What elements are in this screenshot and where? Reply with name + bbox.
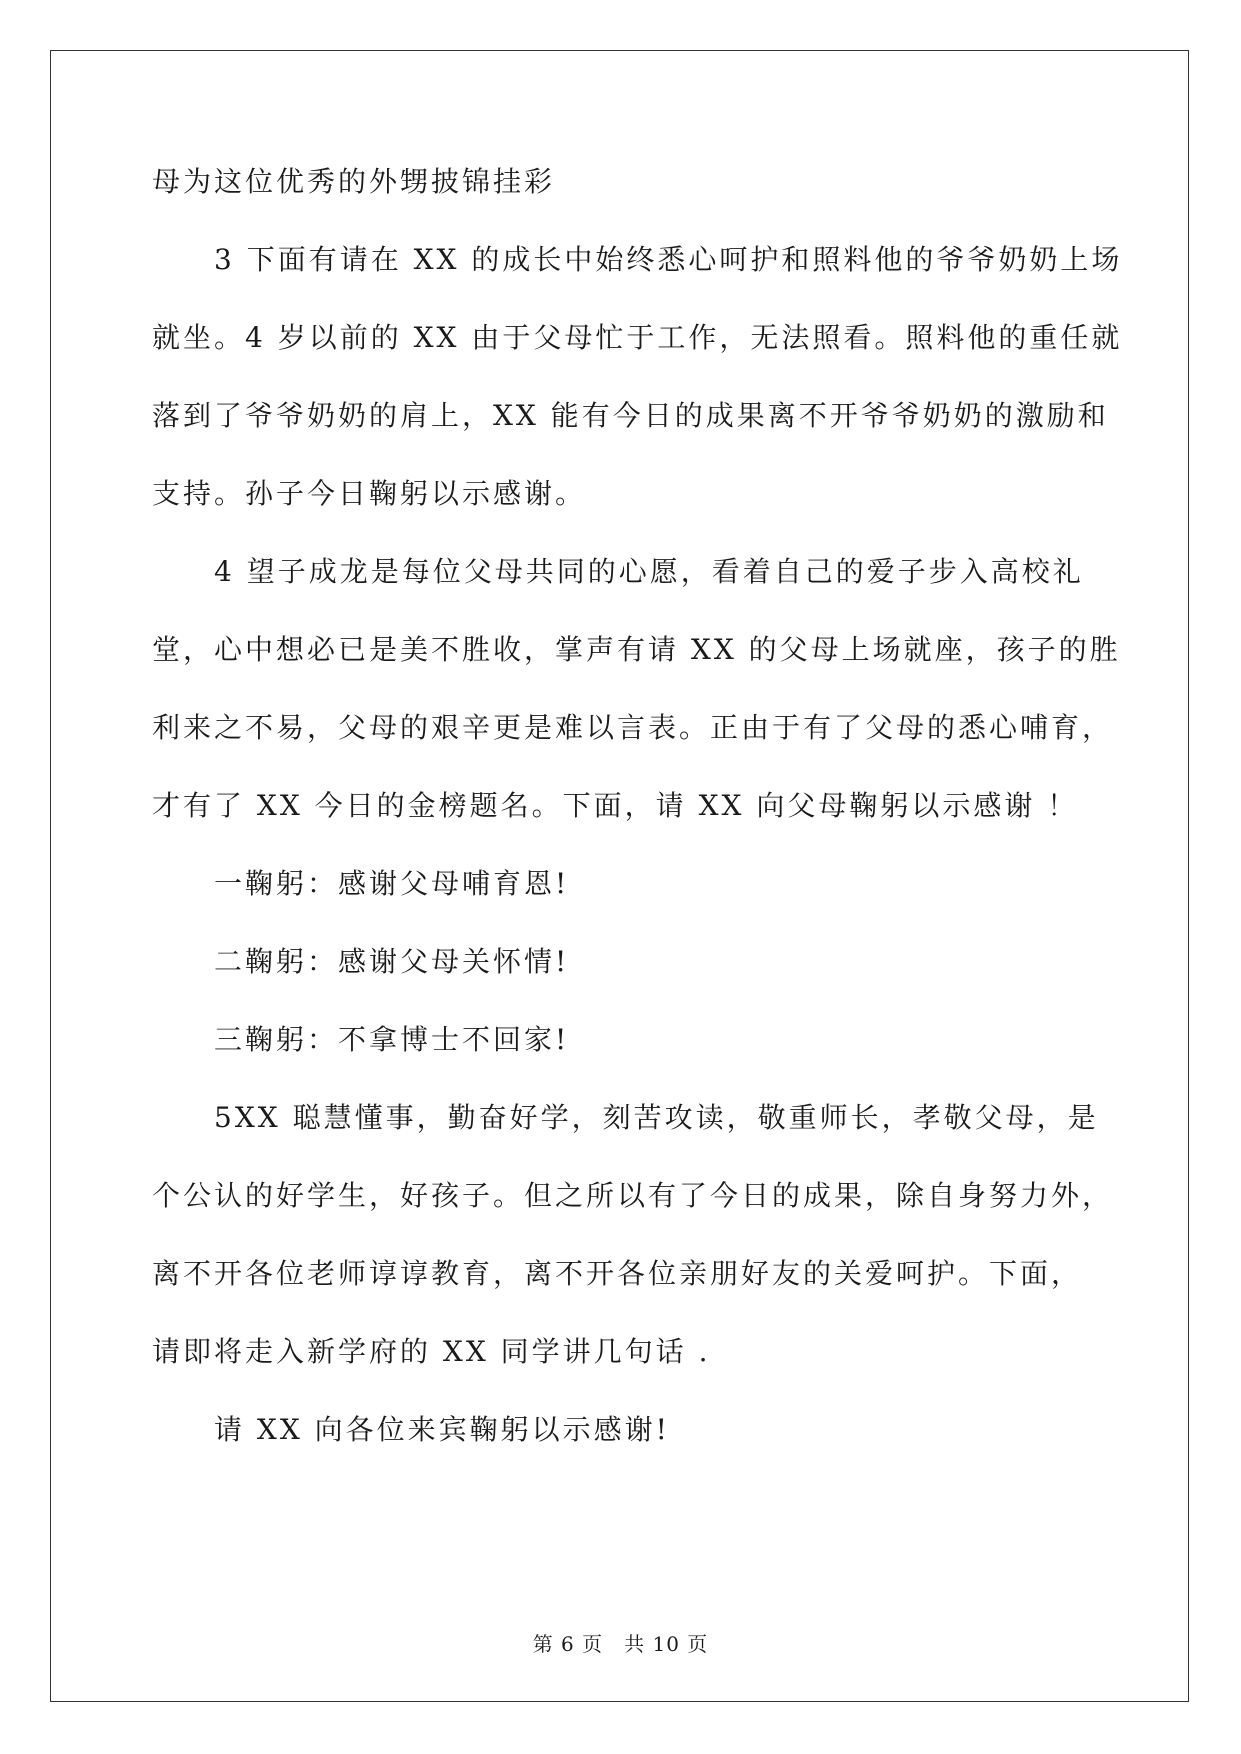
paragraph-start-line: 5XX 聪慧懂事，勤奋好学，刻苦攻读，敬重师长，孝敬父母，是 xyxy=(214,1101,1099,1134)
bow-line-1: 一鞠躬：感谢父母哺育恩! xyxy=(214,867,570,900)
text-line: 才有了 XX 今日的金榜题名。下面，请 XX 向父母鞠躬以示感谢 ！ xyxy=(152,789,1079,822)
text-line: 支持。孙子今日鞠躬以示感谢。 xyxy=(152,477,587,510)
text-line: 母为这位优秀的外甥披锦挂彩 xyxy=(152,165,556,198)
page-number-footer: 第 6 页 共 10 页 xyxy=(532,1632,709,1656)
paragraph-start-line: 请 XX 向各位来宾鞠躬以示感谢! xyxy=(214,1413,670,1446)
paragraph-start-line: 4 望子成龙是每位父母共同的心愿，看着自己的爱子步入高校礼 xyxy=(214,555,1084,588)
text-line: 落到了爷爷奶奶的肩上，XX 能有今日的成果离不开爷爷奶奶的激励和 xyxy=(152,399,1109,432)
paragraph-start-line: 3 下面有请在 XX 的成长中始终悉心呵护和照料他的爷爷奶奶上场 xyxy=(214,243,1123,276)
text-line: 个公认的好学生，好孩子。但之所以有了今日的成果，除自身努力外， xyxy=(152,1179,1114,1212)
text-line: 请即将走入新学府的 XX 同学讲几句话 . xyxy=(152,1335,711,1368)
bow-line-3: 三鞠躬：不拿博士不回家! xyxy=(214,1023,570,1056)
document-body xyxy=(152,163,1123,1449)
text-line: 利来之不易，父母的艰辛更是难以言表。正由于有了父母的悉心哺育， xyxy=(152,711,1114,744)
bow-line-2: 二鞠躬：感谢父母关怀情! xyxy=(214,945,570,978)
text-line: 堂，心中想必已是美不胜收，掌声有请 XX 的父母上场就座，孩子的胜 xyxy=(152,633,1121,666)
text-line: 离不开各位老师谆谆教育，离不开各位亲朋好友的关爱呵护。下面， xyxy=(152,1257,1083,1290)
text-line: 就坐。4 岁以前的 XX 由于父母忙于工作，无法照看。照料他的重任就 xyxy=(152,321,1123,354)
